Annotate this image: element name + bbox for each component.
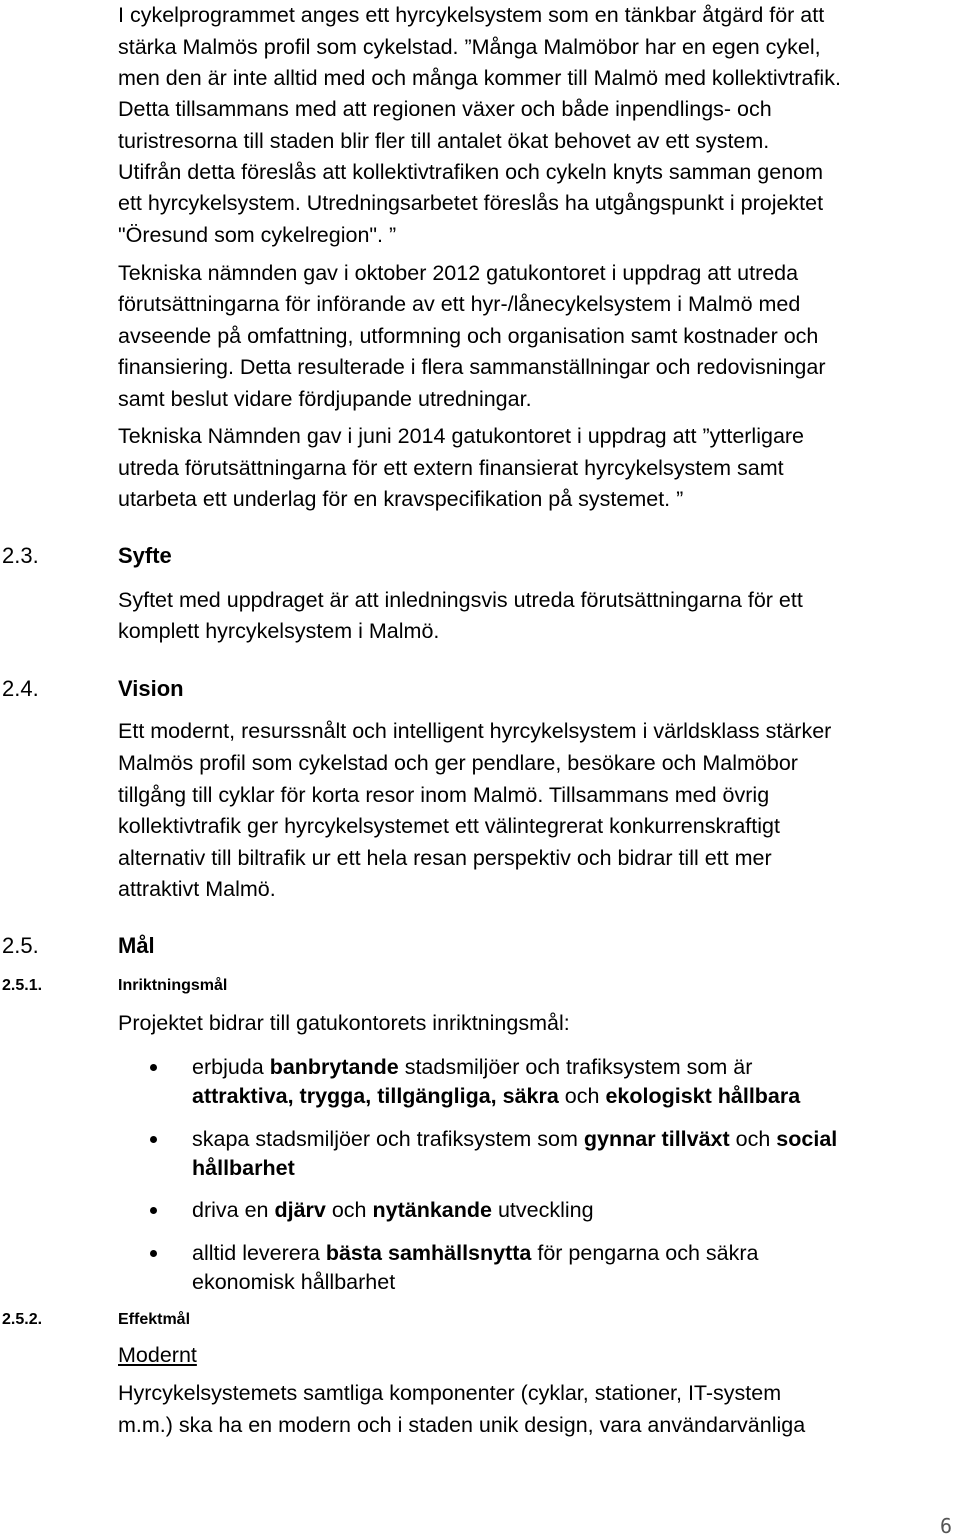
paragraph-2012-line-5: samt beslut vidare fördjupande utredningar.	[118, 387, 532, 411]
intro-line-7: ett hyrcykelsystem. Utredningsarbetet föreslås ha utgångspunkt i projektet	[118, 191, 824, 215]
intro-line-1: I cykelprogrammet anges ett hyrcykelsystem som en tänkbar åtgärd för att	[118, 3, 825, 27]
bullet-2-line-2: hållbarhet	[192, 1156, 295, 1180]
vision-line-4: kollektivtrafik ger hyrcykelsystemet ett välintegrerat konkurrenskraftigt	[118, 814, 780, 838]
vision-line-5: alternativ till biltrafik ur ett hela resan perspektiv och bidrar till ett mer	[118, 846, 772, 870]
paragraph-2014-line-3: utarbeta ett underlag för en kravspecifikation på systemet. ”	[118, 487, 684, 511]
paragraph-2014-line-2: utreda förutsättningarna för ett extern finansierat hyrcykelsystem samt	[118, 456, 784, 480]
page-number: 6	[939, 1514, 952, 1538]
bullet-4-line-1: alltid leverera bästa samhällsnytta för pengarna och säkra	[192, 1241, 759, 1265]
bullet-3-line-1: driva en djärv och nytänkande utveckling	[192, 1198, 594, 1222]
paragraph-2012-line-2: förutsättningarna för införande av ett hyr-/lånecykelsystem i Malmö med	[118, 292, 801, 316]
intro-line-4: Detta tillsammans med att regionen växer och både inpendlings- och	[118, 97, 772, 121]
bullet-1-line-2: attraktiva, trygga, tillgängliga, säkra och ekologiskt hållbara	[192, 1084, 801, 1108]
effektmal-subheading: Modernt	[118, 1343, 197, 1367]
intro-line-6: Utifrån detta föreslås att kollektivtrafiken och cykeln knyts samman genom	[118, 160, 824, 184]
section-mal-heading: Mål	[118, 933, 155, 958]
section-inriktningsmal-heading: Inriktningsmål	[118, 977, 228, 994]
vision-line-3: tillgång till cyklar för korta resor inom Malmö. Tillsammans med övrig	[118, 783, 770, 807]
section-mal-number: 2.5.	[2, 933, 39, 958]
bullet-2-line-1: skapa stadsmiljöer och trafiksystem som gynnar tillväxt och social	[192, 1127, 838, 1151]
section-vision-number: 2.4.	[2, 676, 39, 701]
effektmal-line-1: Hyrcykelsystemets samtliga komponenter (cyklar, stationer, IT-system	[118, 1381, 782, 1405]
vision-line-2: Malmös profil som cykelstad och ger pendlare, besökare och Malmöbor	[118, 751, 798, 775]
bullet-marker	[150, 1064, 157, 1071]
bullet-marker	[150, 1250, 157, 1257]
paragraph-2012-line-3: avseende på omfattning, utformning och organisation samt kostnader och	[118, 324, 819, 348]
bullet-1-line-1: erbjuda banbrytande stadsmiljöer och trafiksystem som är	[192, 1055, 753, 1079]
inriktningsmal-intro: Projektet bidrar till gatukontorets inriktningsmål:	[118, 1011, 570, 1035]
vision-line-6: attraktivt Malmö.	[118, 877, 276, 901]
bullet-marker	[150, 1136, 157, 1143]
paragraph-2014-line-1: Tekniska Nämnden gav i juni 2014 gatukontoret i uppdrag att ”ytterligare	[118, 424, 805, 448]
section-syfte-heading: Syfte	[118, 543, 172, 568]
effektmal-line-2: m.m.) ska ha en modern och i staden unik design, vara användarvänliga	[118, 1413, 806, 1437]
intro-line-5: turistresorna till staden blir fler till antalet ökat behovet av ett system.	[118, 129, 770, 153]
intro-line-2: stärka Malmös profil som cykelstad. ”Många Malmöbor har en egen cykel,	[118, 35, 821, 59]
paragraph-2012-line-4: finansiering. Detta resulterade i flera sammanställningar och redovisningar	[118, 355, 826, 379]
section-effektmal-number: 2.5.2.	[2, 1311, 43, 1328]
vision-line-1: Ett modernt, resurssnålt och intelligent hyrcykelsystem i världsklass stärker	[118, 719, 832, 743]
bullet-marker	[150, 1207, 157, 1214]
syfte-line-2: komplett hyrcykelsystem i Malmö.	[118, 619, 440, 643]
section-vision-heading: Vision	[118, 676, 184, 701]
syfte-line-1: Syftet med uppdraget är att inledningsvis utreda förutsättningarna för ett	[118, 588, 803, 612]
section-inriktningsmal-number: 2.5.1.	[2, 977, 43, 994]
intro-line-3: men den är inte alltid med och många kommer till Malmö med kollektivtrafik.	[118, 66, 841, 90]
bullet-4-line-2: ekonomisk hållbarhet	[192, 1270, 396, 1294]
section-effektmal-heading: Effektmål	[118, 1311, 191, 1328]
paragraph-2012-line-1: Tekniska nämnden gav i oktober 2012 gatukontoret i uppdrag att utreda	[118, 261, 799, 285]
section-syfte-number: 2.3.	[2, 543, 39, 568]
intro-line-8: "Öresund som cykelregion". ”	[118, 223, 397, 247]
